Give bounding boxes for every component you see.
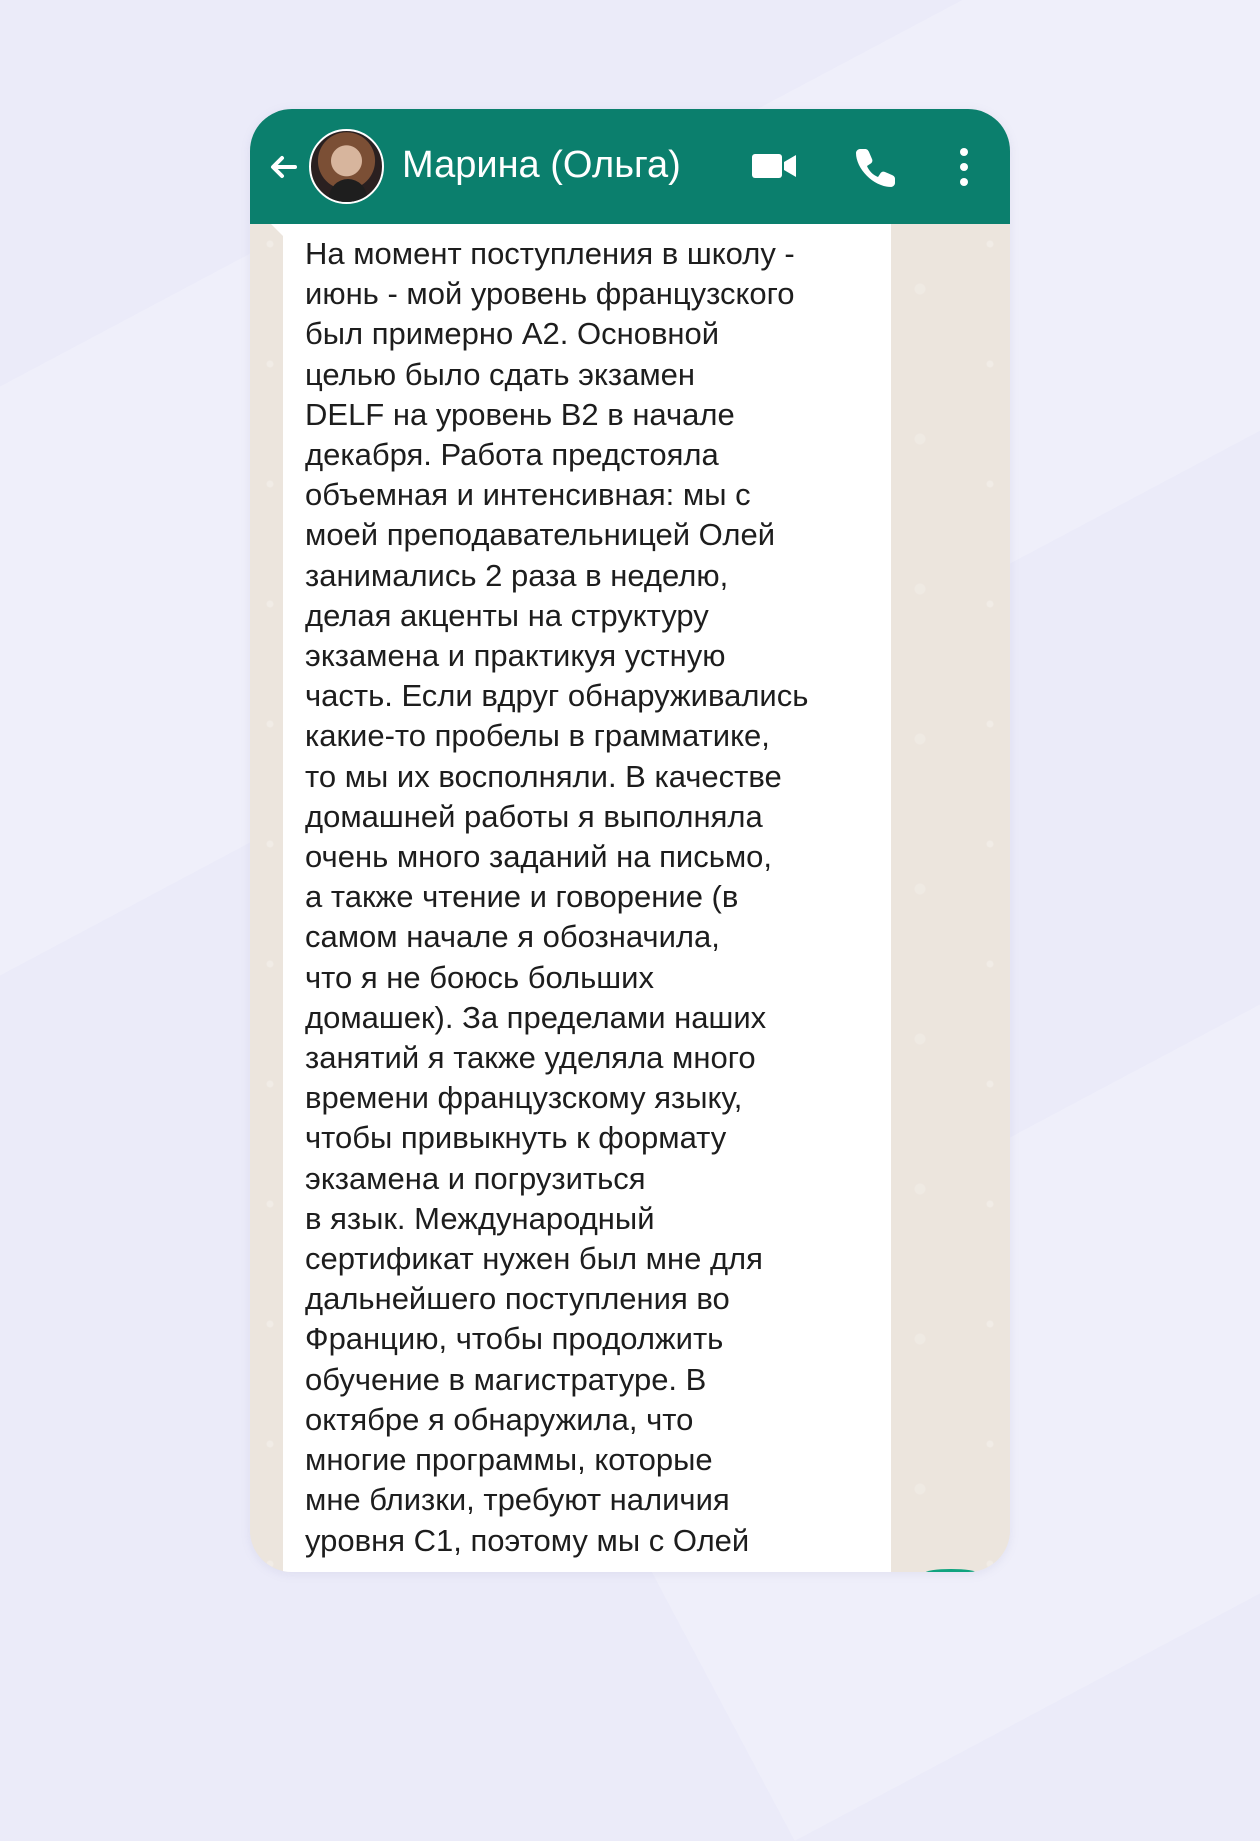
more-vertical-icon[interactable]	[950, 144, 978, 190]
back-arrow-icon[interactable]	[264, 147, 304, 187]
chat-area[interactable]	[250, 224, 1010, 1572]
avatar[interactable]	[309, 129, 384, 204]
chat-screen	[250, 109, 1010, 1572]
message-bubble[interactable]	[283, 224, 891, 1572]
video-camera-icon[interactable]	[750, 149, 798, 183]
contact-name[interactable]: Марина (Ольга)	[402, 144, 681, 186]
message-text: На момент поступления в школу - июнь - мой уровень французского был примерно А2. Основной целью было сдать экзамен DELF на уровень В2 в начале декабря. Работа предстояла объемная и интенсивная: мы с моей преподавательницей Олей занимались 2 раза в неделю, делая акценты на структуру экзамена и практикуя устную часть. Если вдруг обнаруживались какие-то пробелы в грамматике, то мы их восполняли. В качестве домашней работы я выполняла очень много заданий на письмо, а также чтение и говорение (в самом начале я обозначила, что я не боюсь больших домашек). За пределами наших занятий я также уделяла много времени французскому языку, чтобы привыкнуть к формату экзамена и погрузиться в язык. Международный сертификат нужен был мне для дальнейшего поступления во Францию, чтобы продолжить обучение в магистратуре. В октябре я обнаружила, что многие программы, которые мне близки, требуют наличия уровня С1, поэтому мы с Олей	[305, 236, 809, 1558]
phone-icon[interactable]	[855, 146, 897, 188]
chat-header	[250, 109, 1010, 224]
floating-button-edge	[925, 1569, 977, 1572]
